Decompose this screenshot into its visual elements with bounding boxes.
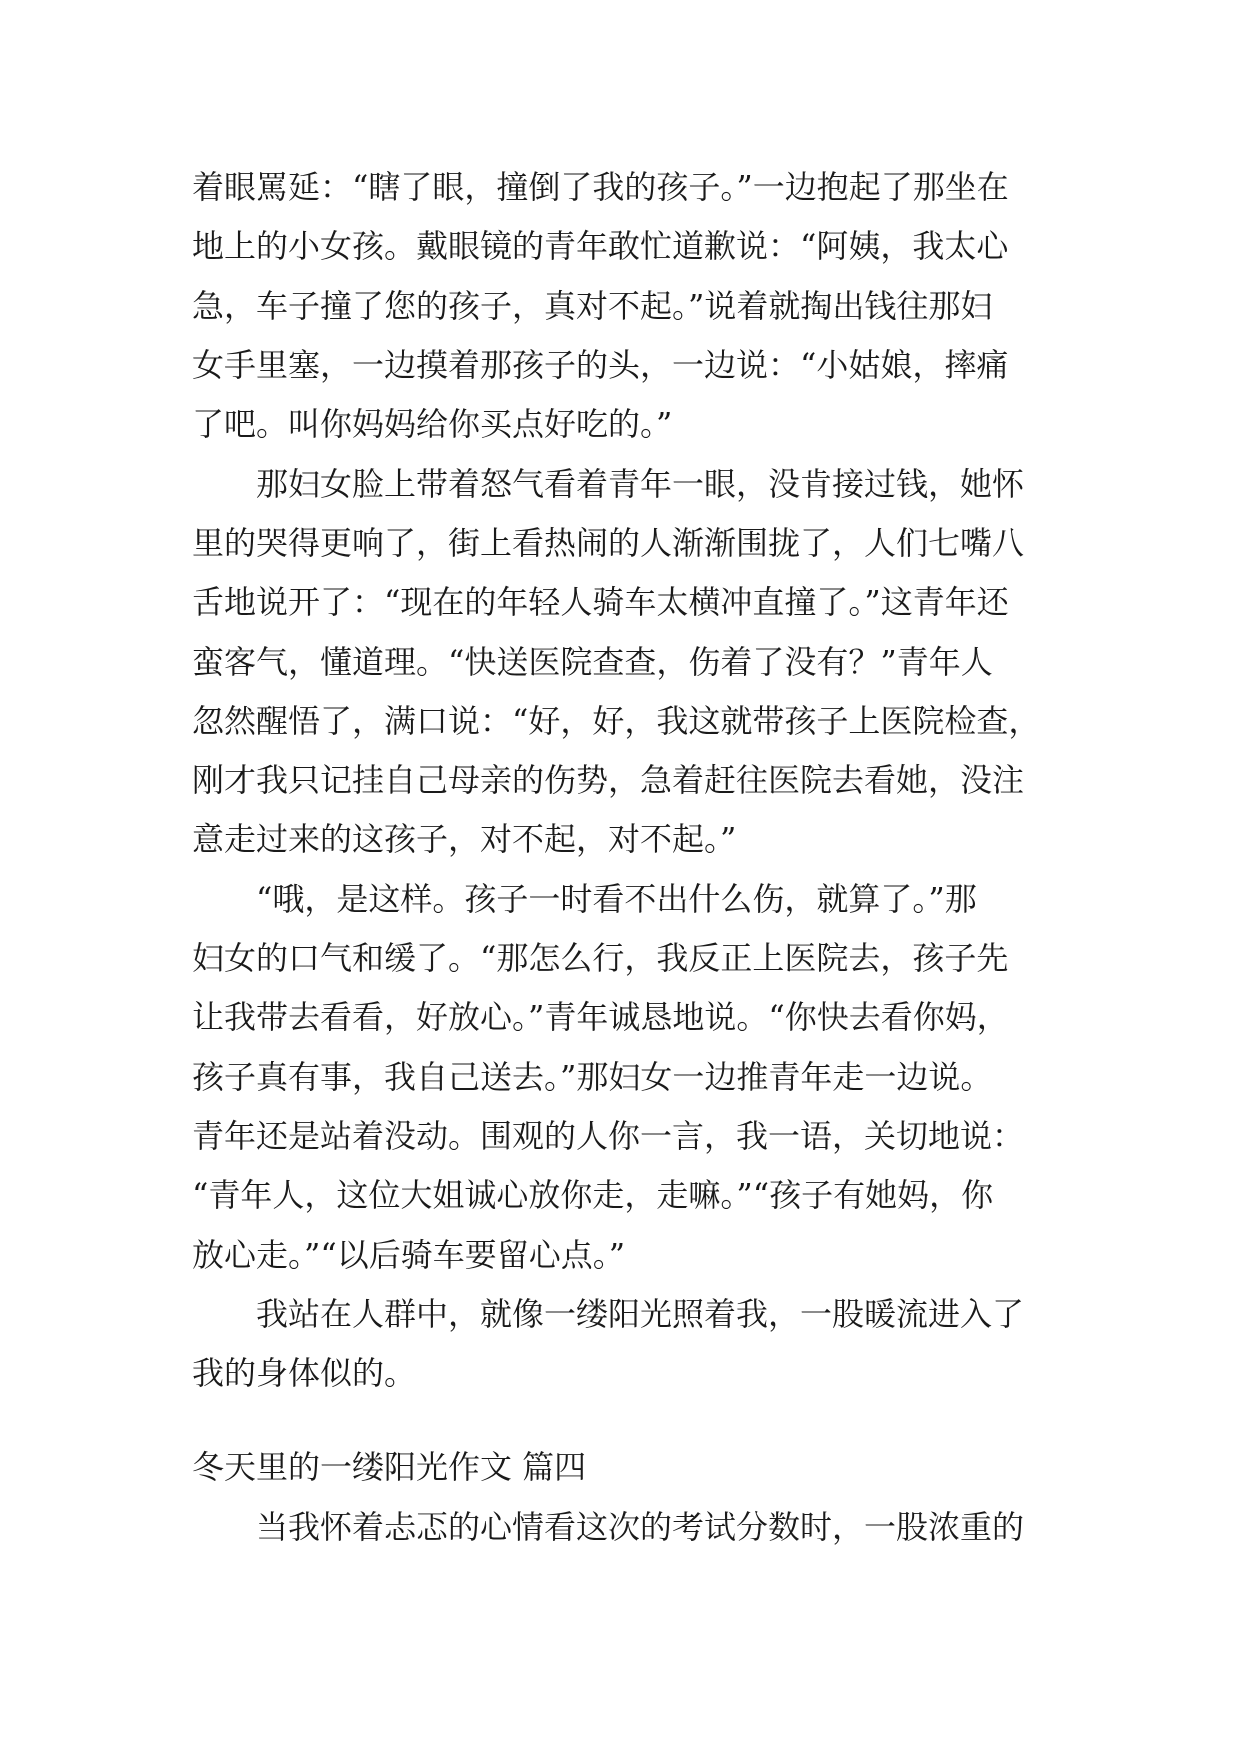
paragraph-first-line: 当我怀着忐忑的心情看这次的考试分数时，一股浓重的	[256, 1508, 1025, 1546]
text-line: 让我带去看看，好放心。”青年诚恳地说。“你快去看你妈，	[192, 998, 1009, 1036]
text-line: 我的身体似的。	[192, 1354, 417, 1392]
text-line: 孩子真有事，我自己送去。”那妇女一边推青年走一边说。	[192, 1058, 993, 1096]
text-line: 了吧。叫你妈妈给你买点好吃的。”	[192, 405, 673, 443]
text-line: 舌地说开了：“现在的年轻人骑车太横冲直撞了。”这青年还	[192, 583, 1009, 621]
text-line: 忽然醒悟了，满口说：“好，好，我这就带孩子上医院检查，	[192, 702, 1041, 740]
text-line: 蛮客气，懂道理。“快送医院查查，伤着了没有？”青年人	[192, 643, 993, 681]
text-line: 女手里塞，一边摸着那孩子的头，一边说：“小姑娘，摔痛	[192, 346, 1009, 384]
text-line: 里的哭得更响了，街上看热闹的人渐渐围拢了，人们七嘴八	[192, 524, 1025, 562]
text-line: 地上的小女孩。戴眼镜的青年敢忙道歉说：“阿姨，我太心	[192, 227, 1009, 265]
text-line: 着眼罵延：“瞎了眼，撞倒了我的孩子。”一边抱起了那坐在	[192, 168, 1009, 206]
text-line: 急，车子撞了您的孩子，真对不起。”说着就掏出钱往那妇	[192, 287, 993, 325]
text-line: 妇女的口气和缓了。“那怎么行，我反正上医院去，孩子先	[192, 939, 1009, 977]
section-heading: 冬天里的一缕阳光作文 篇四	[192, 1448, 587, 1486]
paragraph-first-line: 我站在人群中，就像一缕阳光照着我，一股暖流进入了	[256, 1295, 1025, 1333]
paragraph-first-line: 那妇女脸上带着怒气看着青年一眼，没肯接过钱，她怀	[256, 465, 1025, 503]
text-line: 意走过来的这孩子，对不起，对不起。”	[192, 820, 737, 858]
text-line: 放心走。”“以后骑车要留心点。”	[192, 1236, 626, 1274]
paragraph-first-line: “哦，是这样。孩子一时看不出什么伤，就算了。”那	[256, 880, 977, 918]
text-line: “青年人，这位大姐诚心放你走，走嘛。”“孩子有她妈，你	[192, 1176, 994, 1214]
text-line: 刚才我只记挂自己母亲的伤势，急着赶往医院去看她，没注	[192, 761, 1025, 799]
text-line: 青年还是站着没动。围观的人你一言，我一语，关切地说：	[192, 1117, 1025, 1155]
